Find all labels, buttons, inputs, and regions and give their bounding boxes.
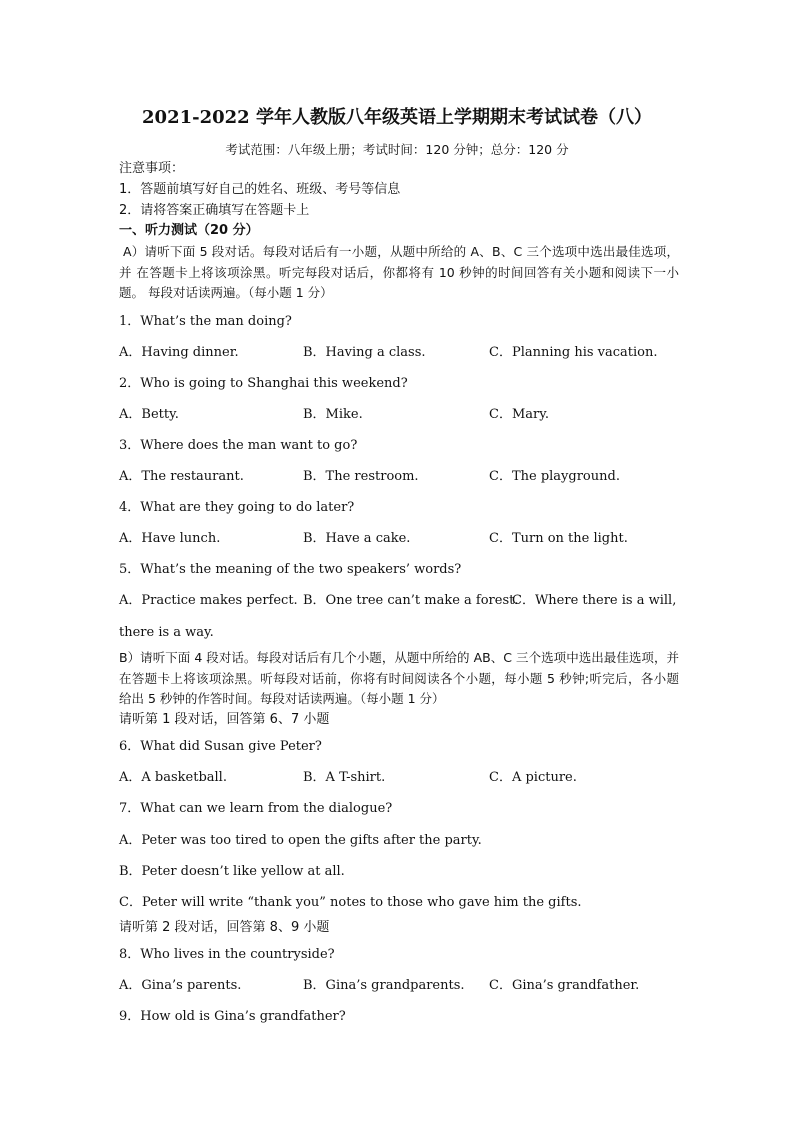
q1-option-b: B．Having a class.: [303, 345, 426, 360]
q6-option-c: C．A picture.: [489, 770, 577, 785]
q6-option-a: A．A basketball.: [119, 770, 227, 785]
q5-option-a: A．Practice makes perfect.: [119, 593, 298, 608]
q8-option-c: C．Gina’s grandfather.: [489, 978, 640, 993]
question-7: 7．What can we learn from the dialogue?: [119, 801, 393, 816]
q1-option-a: A．Having dinner.: [119, 345, 239, 360]
q4-option-b: B．Have a cake.: [303, 531, 411, 546]
q7-option-b: B．Peter doesn’t like yellow at all.: [119, 864, 345, 879]
q2-option-a: A．Betty.: [119, 407, 179, 422]
section-heading: 一、听力测试（20 分）: [119, 223, 259, 238]
q1-option-c: C．Planning his vacation.: [489, 345, 658, 360]
question-5: 5．What’s the meaning of the two speakers’ words?: [119, 562, 462, 577]
question-1: 1．What’s the man doing?: [119, 314, 292, 329]
question-3: 3．Where does the man want to go?: [119, 438, 358, 453]
q4-option-a: A．Have lunch.: [119, 531, 221, 546]
dialog-1-intro: 请听第 1 段对话，回答第 6、7 小题: [119, 712, 330, 727]
q4-option-c: C．Turn on the light.: [489, 531, 628, 546]
question-8: 8．Who lives in the countryside?: [119, 947, 335, 962]
question-4: 4．What are they going to do later?: [119, 500, 355, 515]
q5-option-c: C．Where there is a will,: [512, 593, 677, 608]
q3-option-b: B．The restroom.: [303, 469, 419, 484]
question-2: 2．Who is going to Shanghai this weekend?: [119, 376, 408, 391]
q8-option-b: B．Gina’s grandparents.: [303, 978, 465, 993]
notes-item-1: 1．答题前填写好自己的姓名、班级、考号等信息: [119, 182, 401, 197]
q7-option-c: C．Peter will write “thank you” notes to those who gave him the gifts.: [119, 895, 582, 910]
question-6: 6．What did Susan give Peter?: [119, 739, 322, 754]
exam-subtitle: 考试范围：八年级上册；考试时间：120 分钟；总分：120 分: [225, 142, 569, 157]
notes-item-2: 2．请将答案正确填写在答题卡上: [119, 203, 310, 218]
part-a-instructions: A）请听下面 5 段对话。每段对话后有一小题，从题中所给的 A、B、C 三个选项中选出最佳选项，并 在答题卡上将该项涂黑。听完每段对话后，你都将有 10 秒钟的时间回答有关小题和阅读下一小题。 每段对话读两遍。（每小题 1 分）: [119, 244, 679, 300]
q3-option-a: A．The restaurant.: [119, 469, 244, 484]
q8-option-a: A．Gina’s parents.: [119, 978, 242, 993]
exam-title: 2021-2022 学年人教版八年级英语上学期期末考试试卷（八）: [142, 107, 652, 128]
q5-option-c-continued: there is a way.: [119, 625, 214, 640]
notes-heading: 注意事项：: [119, 161, 185, 176]
part-b-instructions: B）请听下面 4 段对话。每段对话后有几个小题，从题中所给的 AB、C 三个选项中选出最佳选项，并 在答题卡上将该项涂黑。听每段对话前，你将有时间阅读各个小题，每小题 5 秒钟;听完后，各小题 给出 5 秒钟的作答时间。每段对话读两遍。（每小题 1 分）: [119, 650, 679, 706]
q6-option-b: B．A T-shirt.: [303, 770, 386, 785]
dialog-2-intro: 请听第 2 段对话，回答第 8、9 小题: [119, 920, 330, 935]
q5-option-b: B．One tree can’t make a forest.: [303, 593, 519, 608]
q7-option-a: A．Peter was too tired to open the gifts after the party.: [119, 833, 482, 848]
q3-option-c: C．The playground.: [489, 469, 620, 484]
question-9: 9．How old is Gina’s grandfather?: [119, 1009, 346, 1024]
q2-option-c: C．Mary.: [489, 407, 549, 422]
q2-option-b: B．Mike.: [303, 407, 363, 422]
